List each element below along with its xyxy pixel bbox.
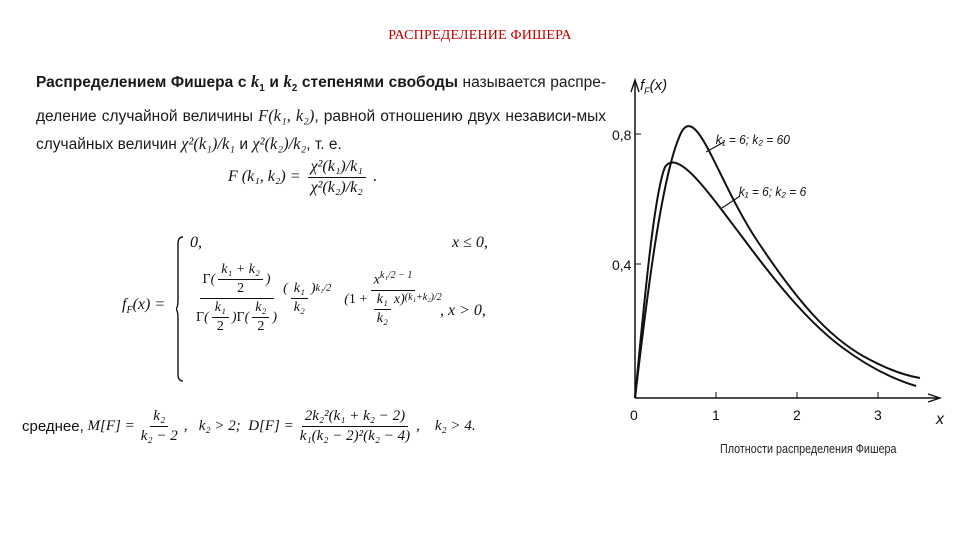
density-lhs: $f_F(x)$ = [122, 296, 166, 317]
curve1-label: k₁ = 6; k₂ = 60 [715, 132, 790, 148]
plot-caption: Плотности распределения Фишера [720, 442, 897, 456]
density-case-zero-condition: x ≤ 0, [452, 234, 488, 251]
formula-f-definition: F (k₁, k₂) = $\frac{\text{χ²(k₁)/k₁}}{\text{χ²(k₂)/k₂}}$ . [228, 158, 377, 196]
slide-title: РАСПРЕДЕЛЕНИЕ ФИШЕРА [388, 28, 572, 43]
y-axis-label: $f_F(x)$ [640, 77, 668, 96]
formula-f-fraction: $\frac{\text{χ²(k₁)/k₁}}{\text{χ²(k₂)/k₂}}$ [308, 158, 366, 197]
definition-paragraph: Распределением Фишера с $k_1$ и $k_2$ степенями свободы называется распре-деление случайной величины F(k₁, k₂), равной отношению двух независи-мых случайных величин χ²(k₁)/k₁ и χ²(k₂)/k₂, т. е. [36, 72, 606, 154]
variance-fraction: $\frac{\text{2k₂²(k₁ + k₂ − 2)}}{\text{k₁(k₂ − 2)²(k₂ − 4)}}$ [299, 408, 411, 444]
x-tick-label-3: 3 [874, 407, 882, 423]
mean-fraction: $\frac{\text{k₂}}{\text{k₂ − 2}}$ [140, 408, 178, 444]
x-axis-label: x [936, 411, 944, 428]
x-tick-label-0: 0 [630, 407, 638, 423]
mean-label: среднее, [22, 418, 84, 435]
mean-lhs: M[F] = [87, 418, 135, 434]
y-tick-label-04: 0,4 [612, 257, 632, 273]
variance-condition: , k₂ > 4. [416, 418, 476, 434]
x-tick-label-1: 1 [712, 407, 720, 423]
variance-lhs: D[F] = [248, 418, 294, 434]
k1-k2-ratio: $\frac{\text{k₁}}{\text{k₂}}$ [291, 281, 308, 316]
definition-text: называется распре-деление случайной величины [36, 74, 606, 126]
x-tick-label-2: 2 [793, 407, 801, 423]
mean-condition: , k₂ > 2; [183, 418, 241, 434]
density-case-positive: Γ ( $\frac{\text{k₁ + k₂}}{2}$ ) Γ ( $\frac{\text{k₁}}{2}$ ) Γ ( $\frac{\text{k₂}}{2}$ ) ( $\frac{\text{k₁}}{\text{k₂}}$ ) $^{k_1/2}$ $x^{k_1/2 - 1}$ ( 1 + $\frac{\text{k₁}}{\text{k₂}}$ x ) (k₁+k₂)/2 [190, 262, 448, 335]
y-tick-label-08: 0,8 [612, 127, 632, 143]
moments-row [22, 408, 476, 445]
gamma-ratio: Γ ( $\frac{\text{k₁ + k₂}}{2}$ ) Γ ( $\frac{\text{k₁}}{2}$ ) Γ ( $\frac{\text{k₂}}{2}$ ) [196, 262, 278, 334]
density-case-positive-condition: , x > 0, [440, 302, 486, 319]
density-case-zero: 0, [190, 234, 202, 251]
random-variable-f: F [258, 106, 269, 126]
curve-k1-6-k2-60 [635, 126, 920, 398]
definition-term: Распределением Фишера с $k_1$ и $k_2$ степенями свободы [36, 72, 458, 95]
power-fraction: $x^{k_1/2 - 1}$ ( 1 + $\frac{\text{k₁}}{\text{k₂}}$ x ) (k₁+k₂)/2 [344, 270, 442, 326]
chi-square-1: χ²(k₁)/k₁ [181, 134, 236, 154]
chi-square-2: χ²(k₂)/k₂ [252, 134, 307, 154]
cases-brace [176, 236, 184, 382]
fisher-density-plot [598, 64, 950, 442]
curve2-label: k₁ = 6; k₂ = 6 [738, 184, 807, 200]
